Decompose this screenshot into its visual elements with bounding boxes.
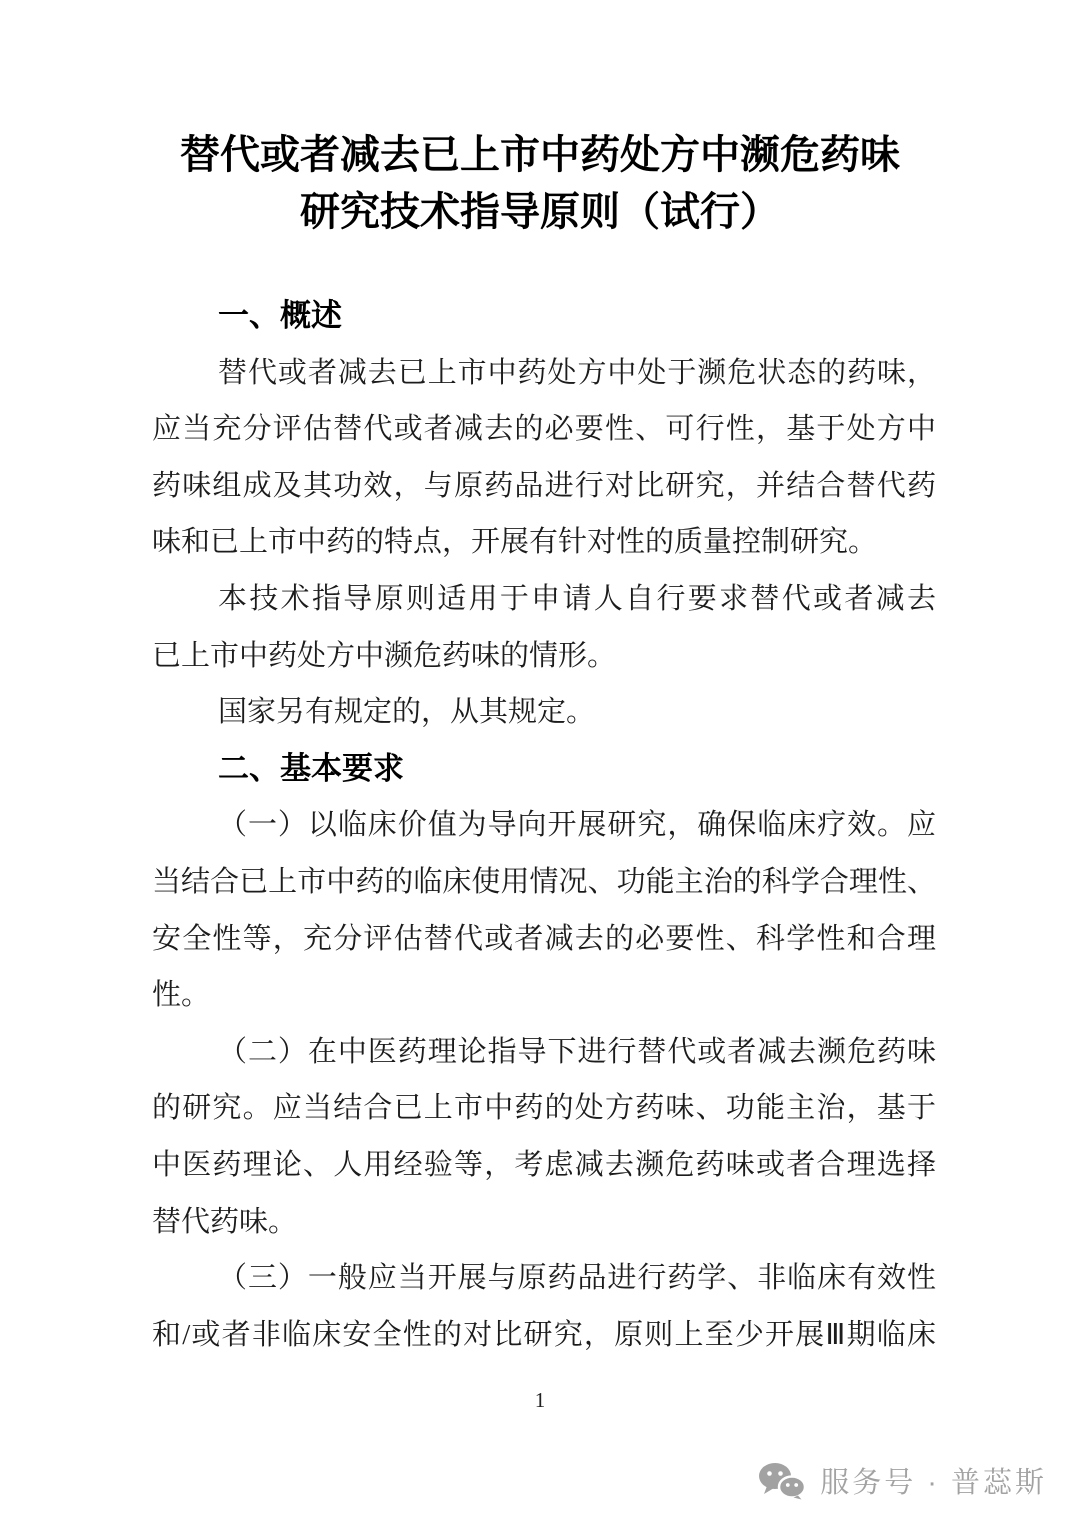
body-line: 的研究。应当结合已上市中药的处方药味、功能主治，基于 — [152, 1092, 936, 1125]
footer-label: 服务号 · 普蕊斯 — [820, 1467, 1047, 1499]
body-line: （一）以临床价值为导向开展研究，确保临床疗效。应 — [218, 809, 936, 842]
page-number: 1 — [534, 1388, 546, 1412]
body-line: 性。 — [152, 979, 211, 1012]
document-title-line-1: 替代或者减去已上市中药处方中濒危药味 — [180, 132, 900, 177]
body-line: 中医药理论、人用经验等，考虑减去濒危药味或者合理选择 — [152, 1148, 936, 1181]
document-title — [0, 0, 1080, 240]
body-line: 本技术指导原则适用于申请人自行要求替代或者减去 — [218, 582, 936, 615]
body-line: 替代或者减去已上市中药处方中处于濒危状态的药味， — [218, 356, 936, 389]
body-line: （二）在中医药理论指导下进行替代或者减去濒危药味 — [218, 1035, 936, 1068]
body-line: 味和已上市中药的特点，开展有针对性的质量控制研究。 — [152, 526, 878, 559]
body-line: 国家另有规定的，从其规定。 — [218, 696, 596, 729]
body-line: 已上市中药处方中濒危药味的情形。 — [152, 639, 617, 672]
body-line: 安全性等，充分评估替代或者减去的必要性、科学性和合理 — [152, 922, 936, 955]
section-heading: 一、概述 — [218, 298, 342, 333]
document-lines — [152, 288, 936, 1363]
section-heading: 二、基本要求 — [218, 750, 404, 786]
document-title-line-2: 研究技术指导原则（试行） — [300, 189, 780, 234]
body-line: 当结合已上市中药的临床使用情况、功能主治的科学合理性、 — [152, 865, 936, 898]
body-line: 应当充分评估替代或者减去的必要性、可行性，基于处方中 — [152, 413, 936, 446]
body-line: （三）一般应当开展与原药品进行药学、非临床有效性 — [218, 1262, 936, 1295]
body-line: 药味组成及其功效，与原药品进行对比研究，并结合替代药 — [152, 469, 936, 502]
body-line: 替代药味。 — [152, 1205, 298, 1238]
wechat-service-icon — [758, 1462, 806, 1500]
body-line: 和/或者非临床安全性的对比研究，原则上至少开展Ⅲ期临床 — [152, 1318, 936, 1351]
wechat-footer — [758, 1460, 1047, 1501]
